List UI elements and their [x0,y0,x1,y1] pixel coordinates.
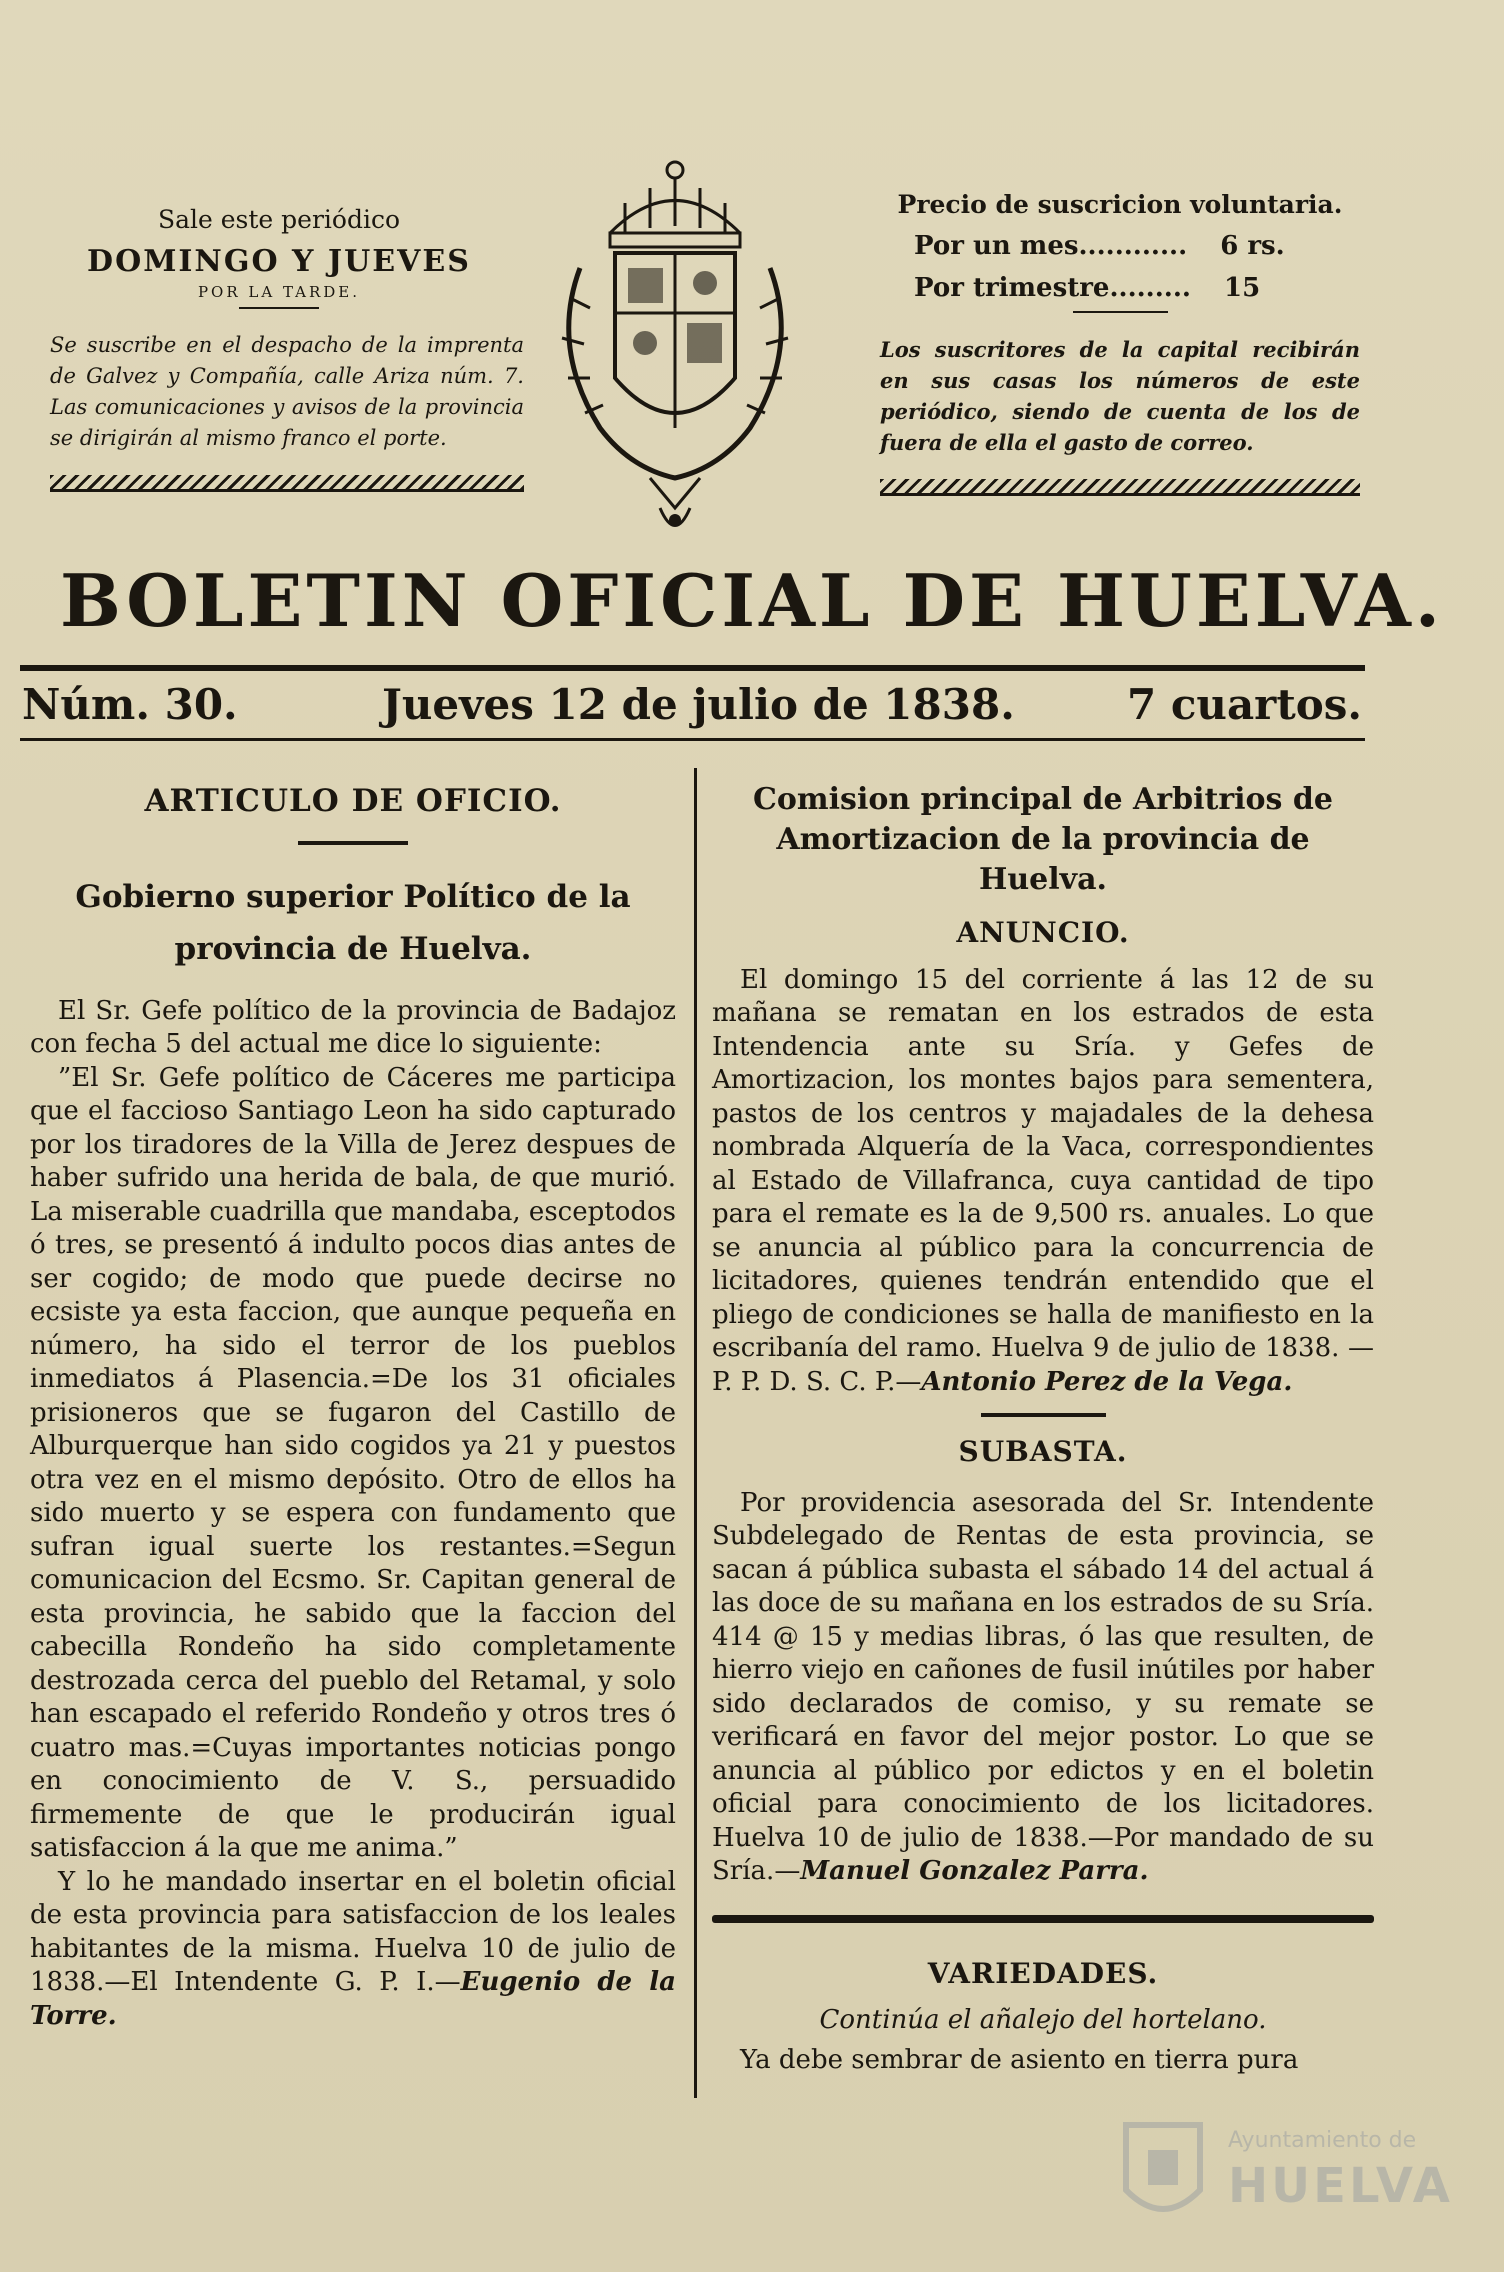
issue-date: Jueves 12 de julio de 1838. [382,680,1015,729]
issue-number: Núm. 30. [22,680,238,729]
variedades-text: Ya debe sembrar de asiento en tierra pura [740,2044,1299,2075]
article-paragraph-3 [30,1866,676,2034]
article-paragraph-3-text: Y lo he mandado insertar en el boletin oficial de esta provincia para satisfaccion de los leales habitantes de la misma. Huelva 10 de julio de 1838.—El Intendente G. P. I.— [30,1866,676,1997]
variedades-subheading: Continúa el añalejo del hortelano. [819,2005,1267,2035]
price-quarter-value: 15 [1224,273,1261,303]
price-heading: Precio de suscricion voluntaria. [897,190,1343,219]
masthead-right [880,190,1360,496]
article-subheading: Gobierno superior Político de la provincia de Huelva. [75,878,631,967]
article-paragraph-2: ”El Sr. Gefe político de Cáceres me participa que el faccioso Santiago Leon ha sido capturado por los tiradores de la Villa de Jerez despues de haber sufrido una herida de bala, de que murió. La miserable cuadrilla que mandaba, esceptodos ó tres, se presentó á indulto pocos dias antes de ser cogido; de modo que puede decirse no ecsiste ya esta faccion, que aunque pequeña en número, ha sido el terror de los pueblos inmediatos á Plasencia.=De los 31 oficiales prisioneros que se fugaron del Castillo de Alburquerque han sido cogidos ya 21 y puestos otra vez en el mismo depósito. Otro de ellos ha sido muerto y se espera con fundamento que sufran igual suerte los restantes.=Segun comunicacion del Ecsmo. Sr. Capitan general de esta provincia, he sabido que la faccion del cabecilla Rondeño ha sido completamente destrozada cerca del pueblo del Retamal, y solo han escapado el referido Rondeño y otros tres ó cuatro mas.=Cuyas importantes noticias pongo en conocimiento de V. S., persuadido firmemente de que le producirán igual satisfaccion á la que me anima.” [30,1062,676,1863]
subasta-heading: SUBASTA. [958,1435,1128,1468]
watermark-line-2: HUELVA [1228,2158,1453,2214]
anuncio-signature: Antonio Perez de la Vega. [921,1366,1293,1397]
divider [981,1413,1106,1417]
commission-heading: Comision principal de Arbitrios de Amortizacion de la provincia de Huelva. [753,782,1333,897]
subscription-info: Se suscribe en el despacho de la imprenta de Galvez y Compañía, calle Ariza núm. 7. Las comunicaciones y avisos de la provincia se dirigirán al mismo franco el porte. [50,333,524,450]
price-quarter-label: Por trimestre......... [914,273,1191,303]
publication-time: POR LA TARDE. [197,283,361,301]
variedades-heading: VARIEDADES. [927,1956,1159,1990]
divider [239,307,319,309]
left-column [30,785,676,2033]
masthead-left [24,205,534,492]
price-month [880,231,1360,261]
divider [1073,311,1168,313]
anuncio-heading: ANUNCIO. [956,916,1130,949]
price-month-value: 6 rs. [1220,231,1285,261]
anuncio-body: El domingo 15 del corriente á las 12 de su mañana se rematan en los estrados de esta Intendencia ante su Sría. y Gefes de Amortizacion, los montes bajos para sementera, pastos de los centros y majadales de la dehesa nombrada Alquería de la Vaca, correspondientes al Estado de Villafranca, cuya cantidad de tipo para el remate es la de 9,500 rs. anuales. Lo que se anuncia al público para la concurrencia de licitadores, quienes tendrán entendido que el pliego de condiciones se halla de manifiesto en la escribanía del ramo. Huelva 9 de julio de 1838. —P. P. D. S. C. P.— [712,964,1374,1397]
issue-price: 7 cuartos. [1127,680,1362,729]
section-heading-oficio: ARTICULO DE OFICIO. [144,783,562,819]
watermark-line-1: Ayuntamiento de [1228,2128,1417,2153]
dateline-rule [20,738,1365,741]
article-signature: Eugenio de la Torre. [30,1967,676,2031]
price-month-label: Por un mes............ [914,231,1188,261]
anuncio-text [712,964,1374,1400]
newspaper-title: BOLETIN OFICIAL DE HUELVA. [60,558,1444,643]
subasta-body: Por providencia asesorada del Sr. Intendente Subdelegado de Rentas de esta provincia, se sacan á pública subasta el sábado 14 del actual á las doce de su mañana en los estrados de su Sría. 414 @ 15 y medias libras, ó las que resulten, de hierro viejo en cañones de fusil inútiles por haber sido declarados de comiso, y su remate se verificará en favor del mejor postor. Lo que se anuncia al público por edictos y en el boletin oficial para conocimiento de los licitadores. Huelva 10 de julio de 1838.—Por mandado de su Sría.— [712,1487,1374,1886]
ornamental-border [50,475,524,492]
city-shield-icon [1118,2120,1208,2230]
divider [298,841,408,845]
right-column [712,780,1374,2077]
watermark [1118,2120,1453,2240]
price-quarter [880,273,1360,303]
column-divider [694,768,697,2098]
ornamental-border [880,479,1360,496]
section-rule [712,1915,1374,1923]
subasta-text [712,1487,1374,1889]
publication-schedule-intro: Sale este periódico [157,205,401,234]
subasta-signature: Manuel Gonzalez Parra. [800,1856,1149,1886]
delivery-info: Los suscritores de la capital recibirán en sus casas los números de este periódico, siendo de cuenta de los de fuera de ella el gasto de correo. [880,337,1360,455]
title-rule [20,665,1365,671]
publication-days: DOMINGO Y JUEVES [87,244,471,279]
article-paragraph-1: El Sr. Gefe político de la provincia de Badajoz con fecha 5 del actual me dice lo siguiente: [30,995,676,1059]
royal-coat-of-arms-icon [540,148,810,548]
